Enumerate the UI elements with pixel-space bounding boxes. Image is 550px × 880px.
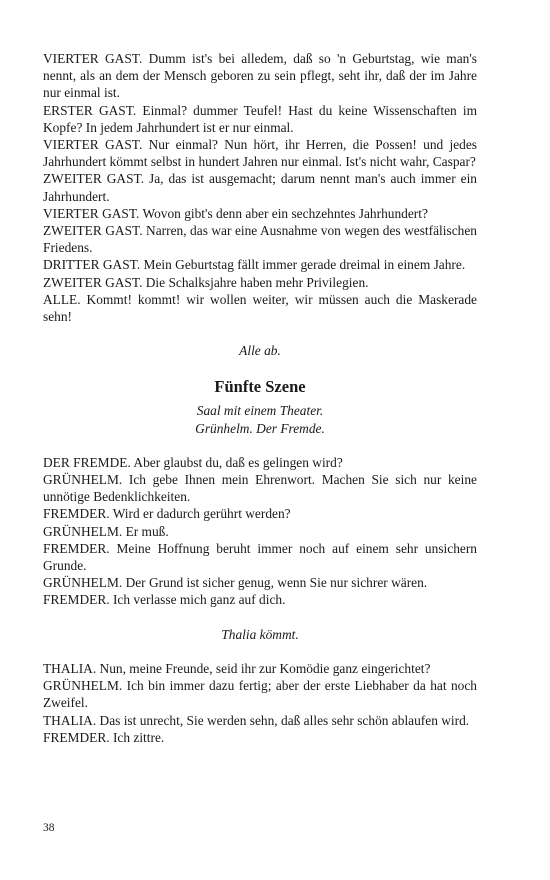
dialogue-line: ZWEITER GAST. Ja, das ist ausgemacht; darum nennt man's auch immer ein Jahrhundert.	[43, 171, 477, 204]
dialogue-line: THALIA. Nun, meine Freunde, seid ihr zur Komödie ganz eingerichtet?	[43, 660, 431, 676]
dialogue-line: GRÜNHELM. Er muß.	[43, 523, 169, 539]
dialogue-line: VIERTER GAST. Wovon gibt's denn aber ein sechzehntes Jahrhundert?	[43, 205, 428, 221]
dialogue-line: ERSTER GAST. Einmal? dummer Teufel! Hast du keine Wissenschaften im Kopfe? In jedem Jahrhundert ist er nur einmal.	[43, 102, 477, 135]
stage-direction-exit: Alle ab.	[239, 343, 281, 359]
dialogue-line: DER FREMDE. Aber glaubst du, daß es gelingen wird?	[43, 454, 343, 470]
dialogue-line: GRÜNHELM. Der Grund ist sicher genug, wenn Sie nur sichrer wären.	[43, 575, 428, 591]
page-number: 38	[43, 822, 55, 834]
dialogue-line: DRITTER GAST. Mein Geburtstag fällt immer gerade dreimal in einem Jahre.	[43, 257, 466, 273]
dialogue-line: GRÜNHELM. Ich bin immer dazu fertig; aber der erste Liebhaber da hat noch Zweifel.	[43, 678, 477, 711]
dialogue-line: ZWEITER GAST. Narren, das war eine Ausnahme von wegen des westfälischen Friedens.	[43, 223, 477, 256]
stage-direction-enter: Thalia kömmt.	[221, 626, 299, 642]
dialogue-line: GRÜNHELM. Ich gebe Ihnen mein Ehrenwort. Machen Sie sich nur keine unnötige Bedenklichkeiten.	[43, 472, 477, 505]
scene-title: Fünfte Szene	[214, 377, 306, 397]
scene-setting: Saal mit einem Theater.	[196, 403, 324, 419]
page-body	[43, 50, 477, 746]
dialogue-line: THALIA. Das ist unrecht, Sie werden sehn, daß alles sehr schön ablaufen wird.	[43, 712, 470, 728]
scene-characters: Grünhelm. Der Fremde.	[195, 420, 325, 436]
dialogue-line: VIERTER GAST. Nur einmal? Nun hört, ihr Herren, die Possen! und jedes Jahrhundert kömmt selbst in hundert Jahren nur einmal. Ist's nicht wahr, Caspar?	[43, 137, 477, 170]
dialogue-line: ZWEITER GAST. Die Schalksjahre haben mehr Privilegien.	[43, 274, 369, 290]
dialogue-block-top	[43, 50, 477, 325]
dialogue-line: FREMDER. Ich zittre.	[43, 729, 165, 745]
dialogue-line: FREMDER. Ich verlasse mich ganz auf dich.	[43, 592, 286, 608]
dialogue-line: ALLE. Kommt! kommt! wir wollen weiter, wir müssen auch die Maskerade sehn!	[43, 291, 477, 325]
dialogue-block-middle	[43, 454, 477, 609]
dialogue-line: FREMDER. Wird er dadurch gerührt werden?	[43, 506, 291, 522]
dialogue-line: FREMDER. Meine Hoffnung beruht immer noch auf einem sehr unsichern Grunde.	[43, 540, 477, 574]
dialogue-line: VIERTER GAST. Dumm ist's bei alledem, daß so 'n Geburtstag, wie man's nennt, als an dem der Mensch geboren zu sein pflegt, seht ihr, daß der im Jahre nur einmal ist.	[43, 51, 477, 101]
dialogue-block-bottom	[43, 660, 477, 746]
